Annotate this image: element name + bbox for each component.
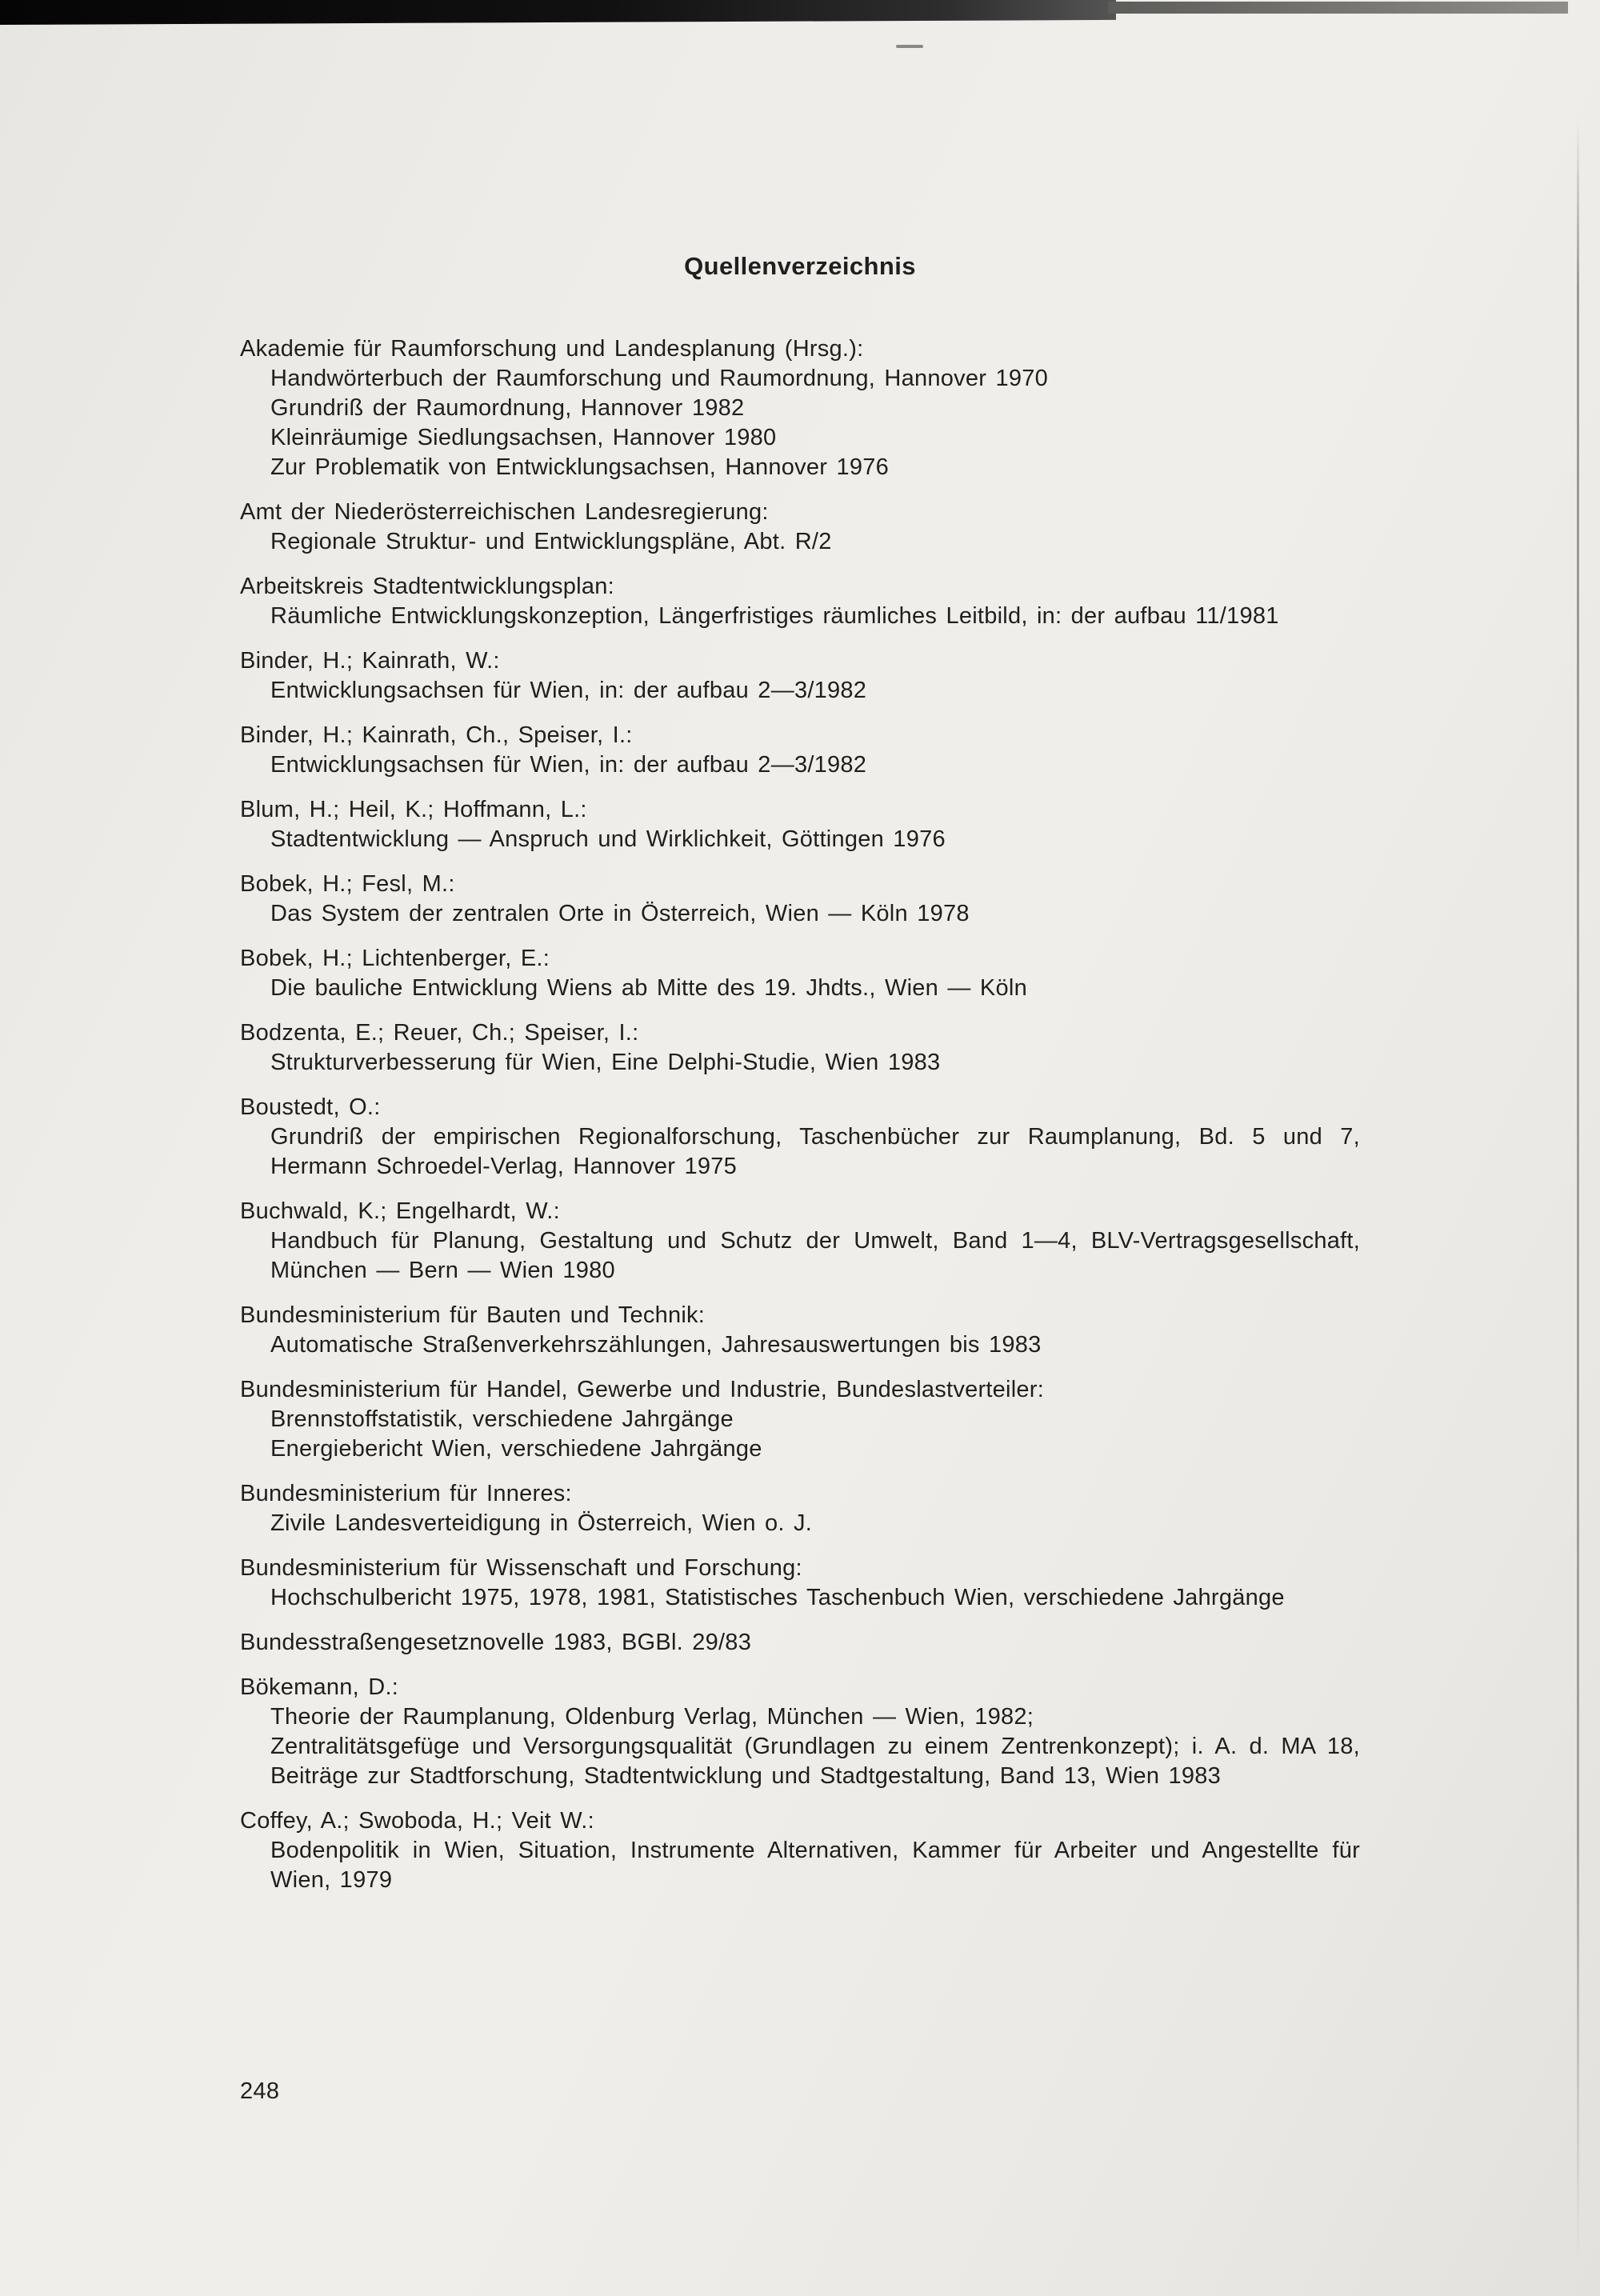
- entry-paragraph: Regionale Struktur- und Entwicklungspläne, Abt. R/2: [270, 529, 832, 554]
- bibliography-entry: [240, 944, 1360, 1003]
- scan-artifact-mark: [896, 45, 923, 48]
- entry-head: Boustedt, O.:: [240, 1094, 381, 1120]
- entry-paragraph: Handwörterbuch der Raumforschung und Raumordnung, Hannover 1970: [270, 366, 1048, 391]
- entry-paragraph: Zivile Landesverteidigung in Österreich, Wien o. J.: [270, 1510, 813, 1536]
- page-number: 248: [240, 2078, 280, 2104]
- entry-paragraph: Räumliche Entwicklungskonzeption, Längerfristiges räumliches Leitbild, in: der aufbau 11/1981: [270, 603, 1279, 629]
- bibliography-entry: [240, 795, 1360, 854]
- entry-paragraph: Das System der zentralen Orte in Österreich, Wien — Köln 1978: [270, 901, 970, 926]
- bibliography-entry: [240, 572, 1360, 631]
- bibliography-entry: [240, 1375, 1360, 1464]
- bibliography-entry: [240, 1093, 1360, 1182]
- entry-head: Bundesministerium für Wissenschaft und Forschung:: [240, 1555, 802, 1581]
- entry-paragraph: Energiebericht Wien, verschiedene Jahrgänge: [270, 1436, 762, 1462]
- entry-paragraph: Strukturverbesserung für Wien, Eine Delphi-Studie, Wien 1983: [270, 1050, 941, 1075]
- entry-head: Bundesministerium für Handel, Gewerbe und Industrie, Bundeslastverteiler:: [240, 1377, 1045, 1402]
- entry-head: Buchwald, K.; Engelhardt, W.:: [240, 1198, 560, 1224]
- entry-paragraph: Theorie der Raumplanung, Oldenburg Verlag, München — Wien, 1982;: [270, 1704, 1034, 1730]
- scan-artifact-top-bar-right: [1108, 2, 1568, 14]
- entry-head: Arbeitskreis Stadtentwicklungsplan:: [240, 574, 614, 599]
- bibliography-entry: [240, 1673, 1360, 1791]
- bibliography-entry: [240, 334, 1360, 482]
- page-edge-shadow: [1577, 120, 1579, 2264]
- entry-head: Amt der Niederösterreichischen Landesregierung:: [240, 499, 769, 525]
- bibliography-entry: [240, 1018, 1360, 1078]
- entry-head: Bökemann, D.:: [240, 1674, 399, 1700]
- bibliography-entry: [240, 1628, 1360, 1658]
- bibliography-entry: [240, 1301, 1360, 1360]
- bibliography-entry: [240, 1806, 1360, 1895]
- entry-head: Bobek, H.; Lichtenberger, E.:: [240, 946, 550, 971]
- entry-paragraph: Grundriß der empirischen Regionalforschung, Taschenbücher zur Raumplanung, Bd. 5 und 7, Hermann Schroedel-Verlag, Hannover 1975: [270, 1124, 1360, 1179]
- entry-head: Akademie für Raumforschung und Landesplanung (Hrsg.):: [240, 336, 864, 362]
- page-title: Quellenverzeichnis: [684, 252, 916, 280]
- scan-artifact-top-bar: [0, 0, 1116, 25]
- bibliography-entry: [240, 721, 1360, 780]
- entry-head: Binder, H.; Kainrath, W.:: [240, 648, 500, 674]
- entry-paragraph: Automatische Straßenverkehrszählungen, Jahresauswertungen bis 1983: [270, 1332, 1042, 1358]
- entry-paragraph: Grundriß der Raumordnung, Hannover 1982: [270, 395, 745, 421]
- entry-paragraph: Zentralitätsgefüge und Versorgungsqualität (Grundlagen zu einem Zentrenkonzept); i. A. d. MA 18, Beiträge zur Stadtforschung, Stadtentwicklung und Stadtgestaltung, Band 13, Wien 1983: [270, 1734, 1360, 1789]
- bibliography-entry: [240, 1479, 1360, 1538]
- entry-paragraph: Entwicklungsachsen für Wien, in: der aufbau 2—3/1982: [270, 752, 867, 778]
- entry-head: Bodzenta, E.; Reuer, Ch.; Speiser, I.:: [240, 1020, 639, 1046]
- entry-paragraph: Entwicklungsachsen für Wien, in: der aufbau 2—3/1982: [270, 678, 867, 703]
- bibliography-entry: [240, 646, 1360, 706]
- entry-head: Bundesstraßengesetznovelle 1983, BGBl. 29/83: [240, 1630, 752, 1655]
- entry-paragraph: Zur Problematik von Entwicklungsachsen, Hannover 1976: [270, 454, 889, 480]
- bibliography-entry: [240, 1197, 1360, 1286]
- entry-head: Bundesministerium für Bauten und Technik:: [240, 1302, 706, 1328]
- entry-head: Blum, H.; Heil, K.; Hoffmann, L.:: [240, 797, 587, 822]
- entry-paragraph: Die bauliche Entwicklung Wiens ab Mitte des 19. Jhdts., Wien — Köln: [270, 975, 1027, 1001]
- page-content: [240, 250, 1360, 1910]
- entry-paragraph: Bodenpolitik in Wien, Situation, Instrumente Alternativen, Kammer für Arbeiter und Angestellte für Wien, 1979: [270, 1838, 1360, 1893]
- entry-paragraph: Brennstoffstatistik, verschiedene Jahrgänge: [270, 1406, 734, 1432]
- bibliography-entry: [240, 870, 1360, 929]
- entry-paragraph: Kleinräumige Siedlungsachsen, Hannover 1980: [270, 425, 777, 450]
- bibliography-entry: [240, 498, 1360, 557]
- entry-head: Bobek, H.; Fesl, M.:: [240, 871, 455, 897]
- bibliography-list: [240, 334, 1360, 1895]
- bibliography-entry: [240, 1554, 1360, 1613]
- entry-head: Coffey, A.; Swoboda, H.; Veit W.:: [240, 1808, 594, 1834]
- entry-paragraph: Handbuch für Planung, Gestaltung und Schutz der Umwelt, Band 1—4, BLV-Vertragsgesellschaft, München — Bern — Wien 1980: [270, 1228, 1360, 1283]
- entry-head: Binder, H.; Kainrath, Ch., Speiser, I.:: [240, 722, 633, 748]
- entry-head: Bundesministerium für Inneres:: [240, 1481, 572, 1506]
- entry-paragraph: Hochschulbericht 1975, 1978, 1981, Statistisches Taschenbuch Wien, verschiedene Jahrgänge: [270, 1585, 1285, 1610]
- entry-paragraph: Stadtentwicklung — Anspruch und Wirklichkeit, Göttingen 1976: [270, 826, 946, 852]
